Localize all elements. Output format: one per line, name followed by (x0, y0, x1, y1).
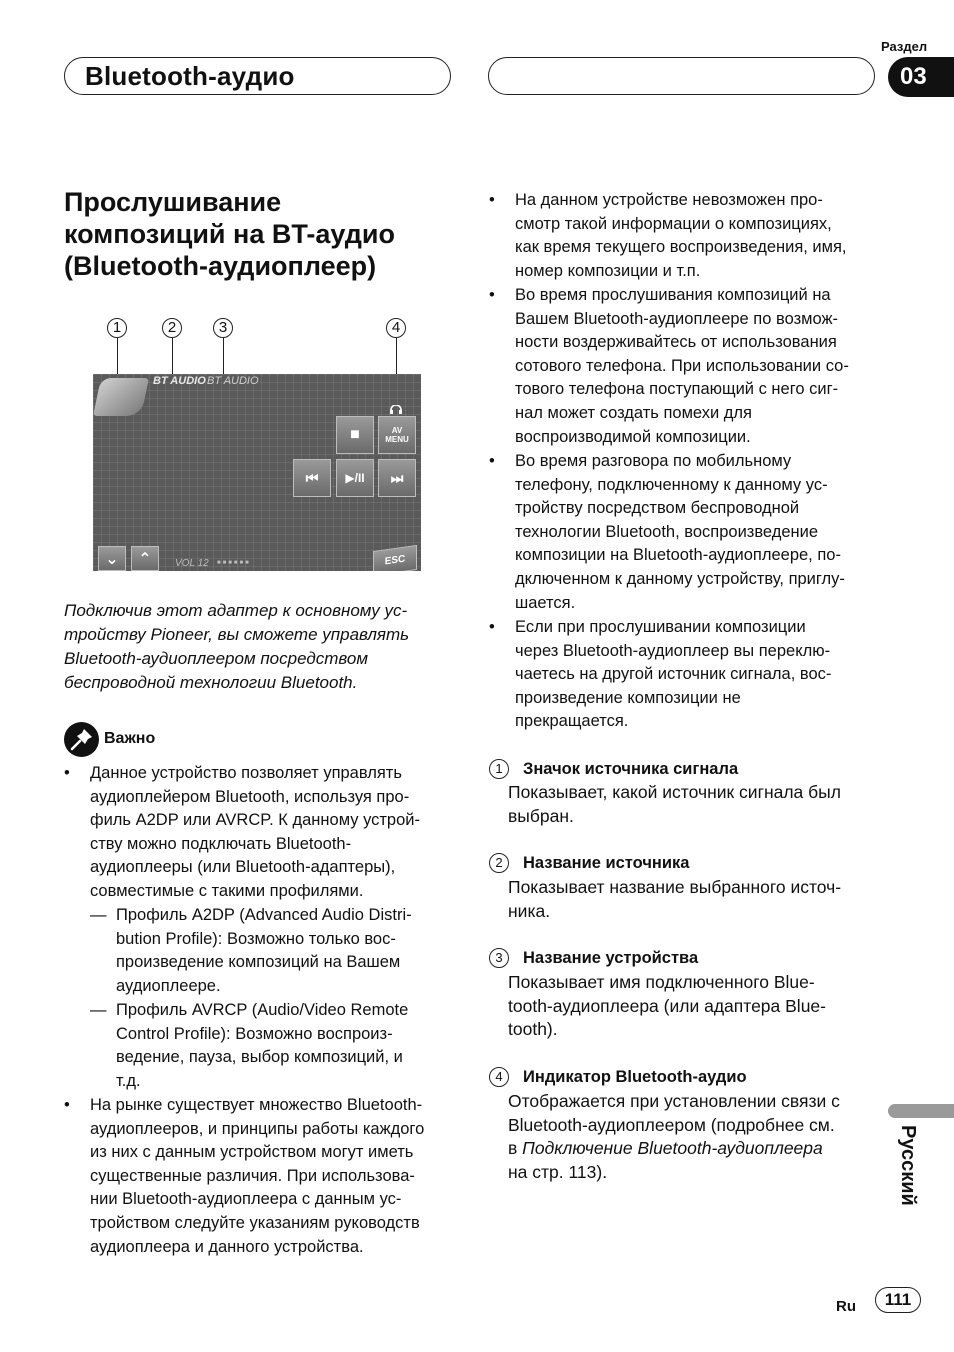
stop-button[interactable]: ■ (336, 416, 374, 454)
scroll-up-button[interactable]: ⌃ (131, 546, 159, 571)
callout-1: 1 (107, 318, 127, 338)
chapter-title-pill (64, 57, 451, 95)
text-fragment: в (508, 1138, 523, 1159)
text-line: Данное устройство позволяет управлять (90, 764, 402, 782)
cross-reference-link[interactable]: Подключение Bluetooth-аудиоплеера (522, 1138, 823, 1159)
text-line: аудиоплеера и данного устройства. (90, 1237, 364, 1256)
text-line: Во время прослушивания композиций на (515, 286, 831, 304)
intro-line: Подключив этот адаптер к основному ус- (64, 601, 408, 620)
text-line: tooth). (508, 1019, 558, 1040)
numbered-body-4 (508, 1090, 840, 1184)
numbered-heading-4 (489, 1067, 747, 1087)
intro-line: Bluetooth-аудиоплеером посредством (64, 649, 369, 668)
text-line: На данном устройстве невозможен про- (515, 191, 823, 209)
text-line: аудиоплееры (или Bluetooth-адаптеры), (90, 858, 396, 877)
text-line: нии Bluetooth-аудиоплеера с данным ус- (90, 1190, 402, 1209)
heading-line-1: Прослушивание (64, 187, 282, 217)
text-line: как время текущего воспроизведения, имя, (515, 238, 847, 257)
bullet-text (90, 762, 420, 904)
bullet-text (515, 189, 847, 283)
numbered-heading-2 (489, 853, 689, 873)
bluetooth-audio-indicator-icon (390, 401, 402, 410)
device-name: BT AUDIO (207, 375, 259, 387)
text-line: филь A2DP или AVRCP. К данному устрой- (90, 811, 420, 830)
dash-mark: — (90, 1001, 107, 1019)
header-blank-pill (488, 57, 875, 95)
callout-3: 3 (213, 318, 233, 338)
text-line: произведение композиций на Вашем (116, 953, 401, 972)
number-circle: 1 (489, 759, 509, 779)
bullet-mark: • (489, 452, 495, 470)
numbered-heading-3 (489, 948, 698, 968)
important-label: Важно (104, 730, 156, 747)
page-number: 111 (875, 1287, 921, 1313)
text-line: Показывает имя подключенного Blue- (508, 972, 815, 992)
number-circle: 2 (489, 853, 509, 873)
text-line: совместимые с такими профилями. (90, 881, 364, 900)
numbered-heading-1 (489, 759, 738, 779)
numbered-body-2 (508, 876, 841, 923)
volume-level-dots: ■■■■■■ (217, 560, 251, 566)
heading-line-2: композиций на BT-аудио (64, 219, 395, 249)
text-line: из них с данным устройством могут иметь (90, 1143, 414, 1162)
callout-2: 2 (162, 318, 182, 338)
bullet-text (515, 284, 849, 449)
chapter-title: Bluetooth-аудио (85, 61, 295, 91)
page-heading (64, 186, 464, 282)
previous-track-button[interactable]: ⏮ (293, 459, 331, 497)
bullet-mark: • (489, 618, 495, 636)
dash-mark: — (90, 906, 107, 924)
numbered-title: Название источника (523, 854, 690, 872)
text-line: аудиоплееров, и принципы работы каждого (90, 1119, 425, 1138)
text-line: технологии Bluetooth, воспроизведение (515, 522, 819, 541)
text-line: т.д. (116, 1071, 141, 1090)
callout-4: 4 (386, 318, 406, 338)
text-line: ведение, пауза, выбор композиций, и (116, 1048, 403, 1067)
volume-label: VOL 12 (175, 558, 209, 569)
av-menu-button[interactable]: AV MENU (378, 416, 416, 454)
text-line: Показывает название выбранного источ- (508, 877, 842, 897)
text-line: Профиль A2DP (Advanced Audio Distri- (116, 906, 412, 924)
text-line: Если при прослушивании композиции (515, 618, 806, 636)
bullet-text (515, 616, 831, 734)
text-line: Отображается при установлении связи с (508, 1091, 840, 1111)
bt-audio-screen (93, 374, 421, 571)
footer-language-code: Ru (836, 1298, 856, 1315)
intro-line: тройству Pioneer, вы сможете управлять (64, 625, 410, 644)
text-line: дключенном к данному устройству, приглу- (515, 569, 845, 588)
heading-line-3: (Bluetooth-аудиоплеер) (64, 251, 377, 281)
text-line: ности воздерживайтесь от использования (515, 333, 837, 352)
numbered-title: Индикатор Bluetooth-аудио (523, 1068, 747, 1086)
text-line: на стр. 113). (508, 1161, 608, 1182)
text-line: нал может создать помехи для (515, 403, 752, 422)
text-line: Вашем Bluetooth-аудиоплеере по возмож- (515, 309, 839, 328)
text-line: ника. (508, 900, 551, 921)
text-line: тового телефона поступающий с него сиг- (515, 380, 839, 399)
source-icon (93, 378, 149, 416)
text-line: сотового телефона. При использовании со- (515, 356, 849, 375)
important-pin-icon (64, 722, 99, 757)
bullet-mark: • (489, 191, 495, 209)
text-line: воспроизводимой композиции. (515, 427, 751, 446)
text-line: прекращается. (515, 712, 629, 731)
text-line: телефону, подключенному к данному ус- (515, 475, 828, 494)
bullet-text (90, 1094, 490, 1259)
intro-line: беспроводной технологии Bluetooth. (64, 673, 358, 692)
text-line: номер композиции и т.п. (515, 261, 701, 280)
dash-text (116, 904, 412, 998)
dash-text (116, 999, 408, 1093)
text-line: Во время разговора по мобильному (515, 452, 792, 470)
text-line: аудиоплейером Bluetooth, используя про- (90, 787, 410, 806)
text-line: Профиль AVRCP (Audio/Video Remote (116, 1001, 409, 1019)
text-line: существенные различия. При использова- (90, 1166, 415, 1185)
text-line: композиции на Bluetooth-аудиоплеере, по- (515, 546, 841, 565)
text-line: тройству посредством беспроводной (515, 499, 800, 518)
number-circle: 3 (489, 948, 509, 968)
esc-button[interactable]: ESC (373, 545, 417, 571)
intro-paragraph (64, 599, 444, 695)
language-tab-marker (888, 1104, 954, 1118)
bullet-mark: • (489, 286, 495, 304)
numbered-body-3 (508, 971, 826, 1042)
text-line: Control Profile): Возможно воспроиз- (116, 1024, 393, 1043)
bullet-mark: • (64, 764, 70, 782)
bullet-mark: • (64, 1096, 70, 1114)
number-circle: 4 (489, 1067, 509, 1087)
numbered-title: Название устройства (523, 949, 699, 967)
section-number-tab: 03 (888, 57, 954, 97)
numbered-title: Значок источника сигнала (523, 760, 739, 778)
next-track-button[interactable]: ⏭ (378, 459, 416, 497)
text-line: произведение композиции не (515, 688, 741, 707)
bullet-text (515, 450, 845, 615)
source-name: BT AUDIO (153, 375, 206, 387)
language-label: Русский (897, 1125, 919, 1206)
text-line: ству можно подключать Bluetooth- (90, 834, 352, 853)
text-line: чаетесь на другой источник сигнала, вос- (515, 665, 832, 684)
text-line: шается. (515, 593, 576, 612)
text-line: На рынке существует множество Bluetooth- (90, 1096, 423, 1114)
numbered-body-1 (508, 781, 841, 828)
text-line: bution Profile): Возможно только вос- (116, 929, 396, 948)
text-line: Bluetooth-аудиоплеером (подробнее см. (508, 1114, 835, 1135)
text-line: тройством следуйте указаниям руководств (90, 1213, 420, 1232)
text-line: аудиоплеере. (116, 976, 221, 995)
section-label: Раздел (881, 39, 928, 54)
text-line: смотр такой информации о композициях, (515, 214, 832, 233)
text-line: выбран. (508, 805, 574, 826)
text-line: через Bluetooth-аудиоплеер вы переклю- (515, 641, 831, 660)
play-pause-button[interactable]: ▶/II (336, 459, 374, 497)
scroll-down-button[interactable]: ⌄ (98, 546, 126, 571)
text-line: tooth-аудиоплеера (или адаптера Blue- (508, 995, 826, 1016)
text-line: Показывает, какой источник сигнала был (508, 782, 841, 802)
